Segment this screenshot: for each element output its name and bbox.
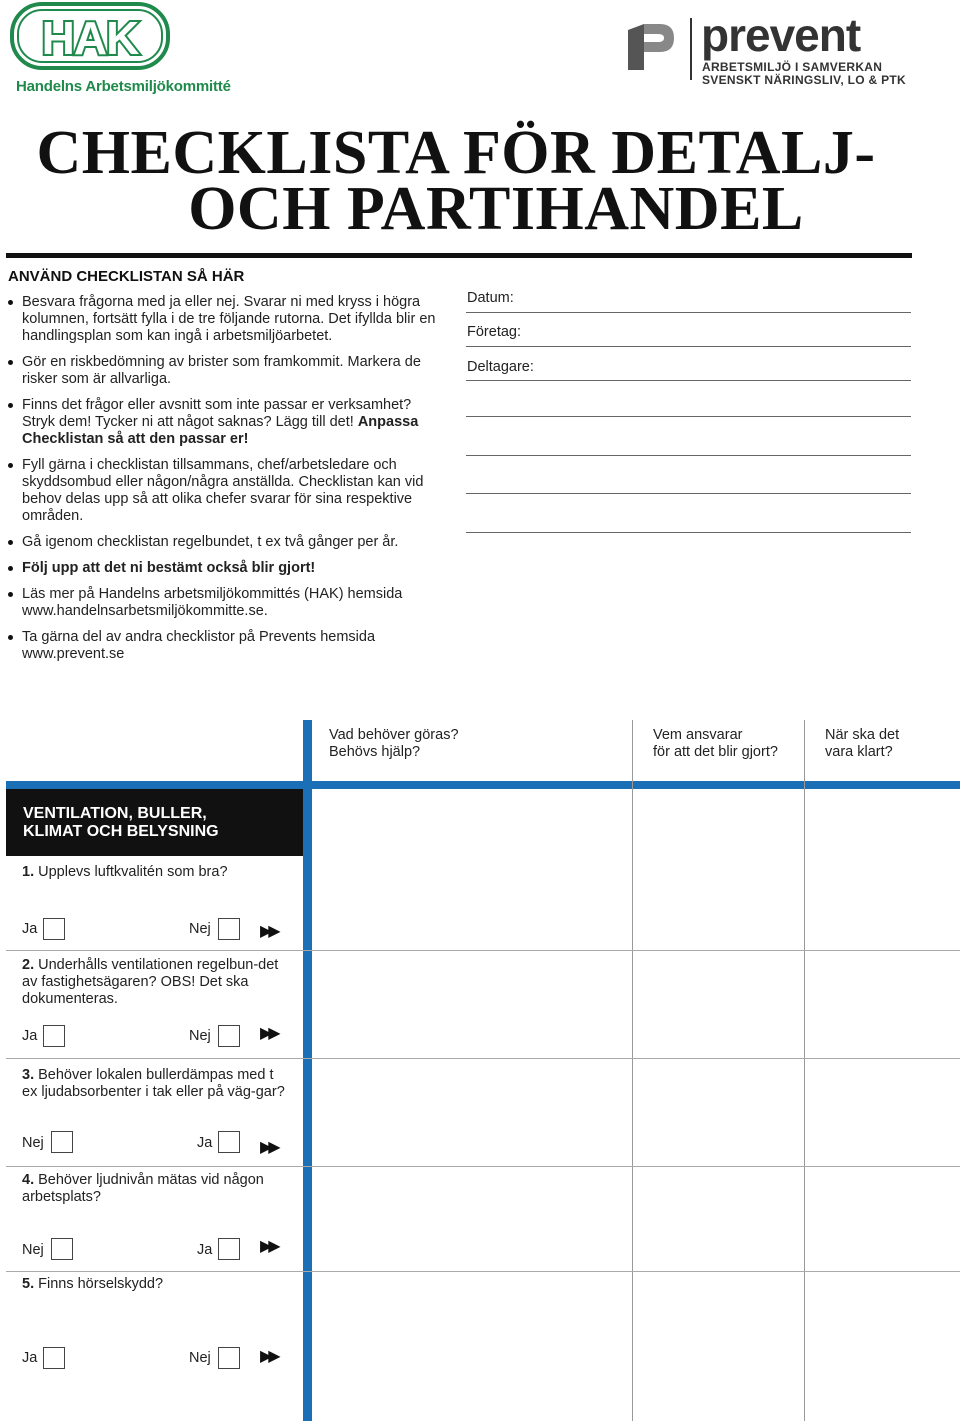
question-1-second-checkbox[interactable] xyxy=(218,918,240,940)
column-divider-1 xyxy=(632,720,633,1421)
foretag-field[interactable] xyxy=(466,346,911,347)
question-4-text: Behöver ljudnivån mätas vid någon arbetsplats? xyxy=(22,1172,264,1205)
deltagare-line-5[interactable] xyxy=(466,532,911,533)
question-1-first-label: Ja xyxy=(22,921,38,937)
forward-arrow-icon: ▶▶ xyxy=(260,1139,277,1156)
question-1-first-checkbox[interactable] xyxy=(43,918,65,940)
row-divider xyxy=(6,950,960,951)
instruction-bullet-5: Gå igenom checklistan regelbundet, t ex två gånger per år. xyxy=(22,534,442,551)
question-5-number: 5. xyxy=(22,1276,35,1292)
row-divider xyxy=(6,1271,960,1272)
question-4-first-checkbox[interactable] xyxy=(51,1238,73,1260)
question-3-text: Behöver lokalen bullerdämpas med t ex ljudabsorbenter i tak eller på väg-gar? xyxy=(22,1067,285,1100)
section-title-line-2: KLIMAT OCH BELYSNING xyxy=(23,823,219,840)
datum-field[interactable] xyxy=(466,312,911,313)
column-header-todo xyxy=(329,727,459,761)
question-4-number: 4. xyxy=(22,1172,35,1188)
question-5-text: Finns hörselskydd? xyxy=(38,1276,164,1292)
row-divider xyxy=(6,1166,960,1167)
deltagare-field[interactable] xyxy=(466,380,911,381)
deltagare-label: Deltagare: xyxy=(467,359,534,375)
column-header-responsible xyxy=(653,727,778,761)
foretag-label: Företag: xyxy=(467,324,521,340)
question-4-first-label: Nej xyxy=(22,1242,44,1258)
prevent-p-icon xyxy=(624,20,676,72)
deltagare-line-3[interactable] xyxy=(466,455,911,456)
question-5-first-checkbox[interactable] xyxy=(43,1347,65,1369)
question-2-number: 2. xyxy=(22,957,35,973)
column-header-todo-line-1: Vad behöver göras? xyxy=(329,727,459,743)
hak-logo xyxy=(6,2,246,98)
question-5-first-label: Ja xyxy=(22,1350,38,1366)
question-1-text: Upplevs luftkvalitén som bra? xyxy=(38,864,228,880)
section-title xyxy=(23,805,283,841)
section-header xyxy=(6,789,303,856)
page-title-line-1: CHECKLISTA FÖR DETALJ- xyxy=(36,119,876,187)
question-2-first-label: Ja xyxy=(22,1028,38,1044)
instruction-bullet-3-emphasis: Anpassa Checklistan så att den passar er! xyxy=(22,414,419,447)
question-4 xyxy=(22,1172,287,1206)
forward-arrow-icon: ▶▶ xyxy=(260,1348,277,1365)
prevent-tagline-1: ARBETSMILJÖ I SAMVERKAN xyxy=(702,60,883,74)
column-header-responsible-line-2: för att det blir gjort? xyxy=(653,744,778,760)
question-5 xyxy=(22,1276,287,1293)
row-divider xyxy=(6,1058,960,1059)
question-4-second-label: Ja xyxy=(197,1242,213,1258)
instruction-bullet-2: Gör en riskbedömning av brister som framkommit. Markera de risker som är allvarliga. xyxy=(22,354,442,388)
column-header-responsible-line-1: Vem ansvarar xyxy=(653,727,743,743)
instruction-bullet-3 xyxy=(22,397,442,448)
deltagare-line-4[interactable] xyxy=(466,493,911,494)
forward-arrow-icon: ▶▶ xyxy=(260,923,277,940)
page-title-line-2: OCH PARTIHANDEL xyxy=(188,175,804,243)
question-5-second-label: Nej xyxy=(189,1350,211,1366)
column-header-deadline-line-2: vara klart? xyxy=(825,744,893,760)
question-3-first-label: Nej xyxy=(22,1135,44,1151)
question-1-number: 1. xyxy=(22,864,35,880)
title-divider xyxy=(6,253,912,258)
question-4-second-checkbox[interactable] xyxy=(218,1238,240,1260)
question-2-first-checkbox[interactable] xyxy=(43,1025,65,1047)
question-3-second-checkbox[interactable] xyxy=(218,1131,240,1153)
deltagare-line-2[interactable] xyxy=(466,416,911,417)
instruction-bullet-7: Läs mer på Handelns arbetsmiljökommittés (HAK) hemsida www.handelnsarbetsmiljökommitte.se. xyxy=(22,586,442,620)
prevent-logo xyxy=(624,9,924,94)
instruction-bullet-3-text: Finns det frågor eller avsnitt som inte passar er verksamhet? Stryk dem! Tycker ni att något saknas? Lägg till det! xyxy=(22,397,412,430)
instruction-bullet-6: Följ upp att det ni bestämt också blir gjort! xyxy=(22,560,442,577)
question-3-first-checkbox[interactable] xyxy=(51,1131,73,1153)
instruction-bullet-1: Besvara frågorna med ja eller nej. Svarar ni med kryss i högra kolumnen, fortsätt fylla i de tre följande rutorna. Det ifyllda blir en handlingsplan som kan ingå i arbetsmiljöarbetet. xyxy=(22,294,442,345)
instructions-heading: ANVÄND CHECKLISTAN SÅ HÄR xyxy=(8,268,245,285)
question-3 xyxy=(22,1067,287,1101)
instruction-bullet-8: Ta gärna del av andra checklistor på Prevents hemsida www.prevent.se xyxy=(22,629,442,663)
prevent-tagline-2: SVENSKT NÄRINGSLIV, LO & PTK xyxy=(702,73,906,87)
prevent-divider xyxy=(690,18,692,80)
table-header-band xyxy=(6,781,960,789)
question-2-second-checkbox[interactable] xyxy=(218,1025,240,1047)
forward-arrow-icon: ▶▶ xyxy=(260,1238,277,1255)
question-3-second-label: Ja xyxy=(197,1135,213,1151)
datum-label: Datum: xyxy=(467,290,514,306)
question-2-text: Underhålls ventilationen regelbun-det av fastighetsägaren? OBS! Det ska dokumenteras. xyxy=(22,957,279,1007)
question-1-second-label: Nej xyxy=(189,921,211,937)
question-1 xyxy=(22,864,287,881)
column-divider-2 xyxy=(804,720,805,1421)
hak-badge-icon xyxy=(10,2,170,70)
forward-arrow-icon: ▶▶ xyxy=(260,1025,277,1042)
question-2-second-label: Nej xyxy=(189,1028,211,1044)
question-5-second-checkbox[interactable] xyxy=(218,1347,240,1369)
question-2 xyxy=(22,957,287,1008)
section-title-line-1: VENTILATION, BULLER, xyxy=(23,805,207,822)
table-blue-divider xyxy=(303,720,312,1421)
column-header-todo-line-2: Behövs hjälp? xyxy=(329,744,421,760)
hak-subtitle: Handelns Arbetsmiljökommitté xyxy=(16,78,231,95)
question-3-number: 3. xyxy=(22,1067,35,1083)
hak-badge-text: HAK xyxy=(41,12,139,64)
column-header-deadline-line-1: När ska det xyxy=(825,727,900,743)
instruction-bullet-4: Fyll gärna i checklistan tillsammans, chef/arbetsledare och skyddsombud eller någon/några anställda. Checklistan kan vid behov delas upp så att olika chefer svarar för sina respektive områden. xyxy=(22,457,442,525)
prevent-wordmark: prevent xyxy=(701,9,861,61)
column-header-deadline xyxy=(825,727,899,761)
